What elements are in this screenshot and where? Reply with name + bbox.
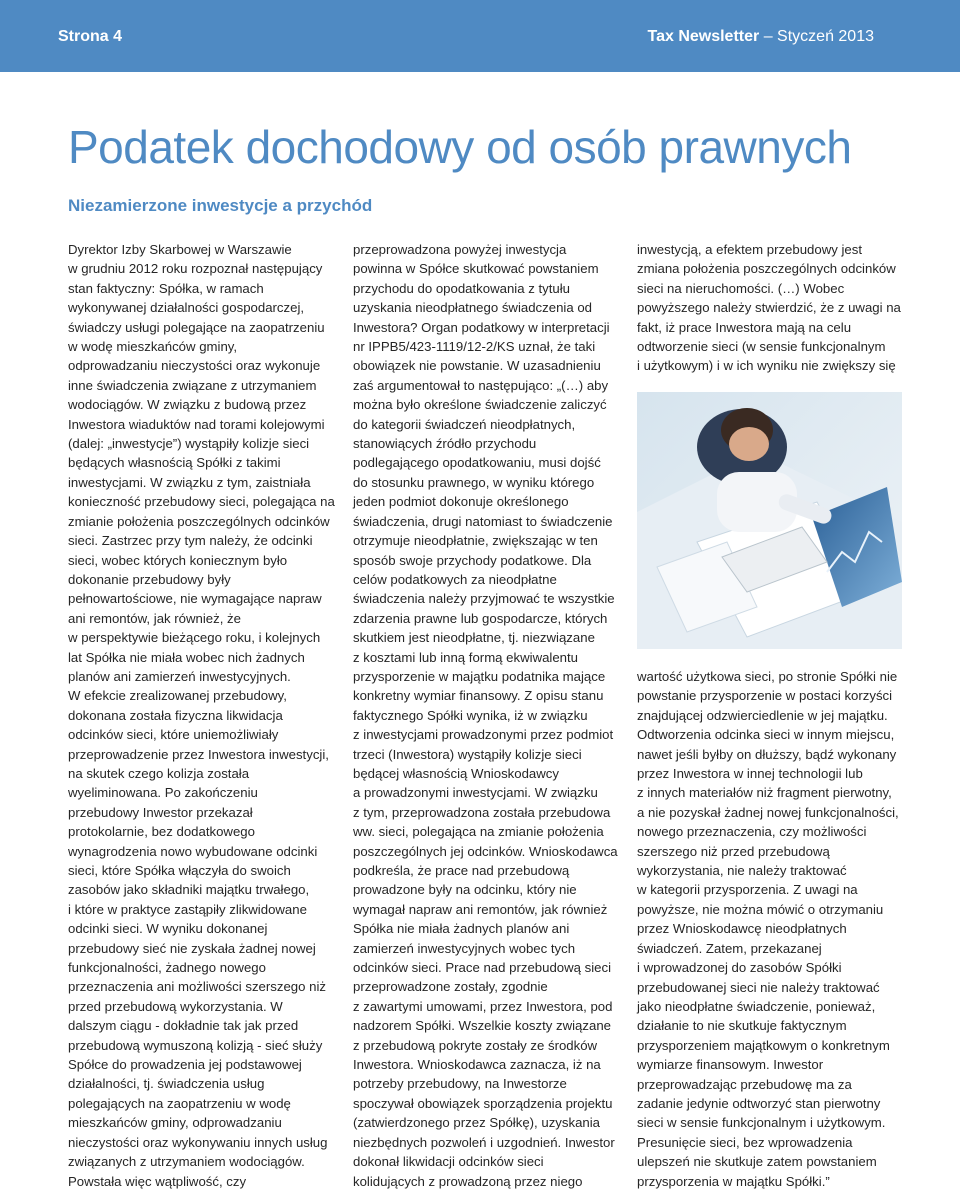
text-column-3-bottom xyxy=(637,667,905,1191)
column-1-text: Dyrektor Izby Skarbowej w Warszawie w grudniu 2012 roku rozpoznał następujący stan faktyczny: Spółka, w ramach wykonywanej działalności gospodarczej, świadczy usługi polegające na zaopatrzeniu w wodę mieszkańców gminy, odprowadzaniu nieczystości oraz wykonuje inne świadczenia związane z utrzymaniem wodociągów. W związku z budową przez Inwestora wiaduktów nad torami kolejowymi (dalej: „inwestycje”) wystąpiły kolizje sieci będących własnością Spółki z takimi inwestycjami. W związku z tym, zaistniała konieczność przebudowy sieci, polegająca na zmianie położenia poszczególnych odcinków sieci. Zastrzec przy tym należy, że odcinki sieci, wobec których koniecznym było dokonanie przebudowy były pełnowartościowe, nie wymagające napraw ani remontów, jak również, że w perspektywie bieżącego roku, i kolejnych lat Spółka nie miała wobec nich żadnych planów ani zamierzeń inwestycyjnych. W efekcie zrealizowanej przebudowy, dokonana została fizyczna likwidacja odcinków sieci, które uniemożliwiały przeprowadzenie przez Inwestora inwestycji, na skutek czego kolizja została wyeliminowana. Po zakończeniu przebudowy Inwestor przekazał protokolarnie, bez dodatkowego wynagrodzenia nowo wybudowane odcinki sieci, które Spółka włączyła do swoich zasobów jako składniki majątku trwałego, i które w praktyce zastąpiły zlikwidowane odcinki sieci. W wyniku dokonanej przebudowy sieć nie zyskała żadnej nowej funkcjonalności, żadnego nowego przeznaczenia ani możliwości szerszego niż przed przebudową wykorzystania. W dalszym ciągu - dokładnie tak jak przed przebudową wymuszoną kolizją - sieć służy Spółce do prowadzenia jej podstawowej działalności, tj. świadczenia usług polegających na zaopatrzeniu w wodę mieszkańców gminy, odprowadzaniu nieczystości oraz wykonywaniu innych usług związanych z utrzymaniem wodociągów. Powstała więc wątpliwość, czy xyxy=(68,242,335,1189)
masthead-separator: – xyxy=(763,28,773,45)
text-column-1 xyxy=(68,240,338,1191)
column-3-top-text: inwestycją, a efektem przebudowy jest zmiana położenia poszczególnych odcinków sieci na nieruchomości. (…) Wobec powyższego należy stwierdzić, że z uwagi na fakt, iż prace Inwestora mają na celu odtworzenie sieci (w sensie funkcjonalnym i użytkowym) i w ich wyniku nie zwiększy się xyxy=(637,242,901,374)
text-column-2 xyxy=(353,240,621,1191)
newsletter-date: Styczeń 2013 xyxy=(777,28,874,45)
business-desk-photo xyxy=(637,392,902,649)
newsletter-masthead xyxy=(647,28,874,46)
text-column-3-top xyxy=(637,240,905,376)
article-photo xyxy=(637,392,902,649)
article-subtitle: Niezamierzone inwestycje a przychód xyxy=(68,196,373,215)
page-number: Strona 4 xyxy=(58,28,123,45)
column-2-text: przeprowadzona powyżej inwestycja powinna w Spółce skutkować powstaniem przychodu do opodatkowania z tytułu uzyskania nieodpłatnego świadczenia od Inwestora? Organ podatkowy w interpretacji nr IPPB5/423-1119/12-2/KS uznał, że taki obowiązek nie powstanie. W uzasadnieniu zaś argumentował to następująco: „(…) aby można było określone świadczenie zaliczyć do kategorii świadczeń nieodpłatnych, stanowiących źródło przychodu podlegającego opodatkowaniu, musi dojść do stosunku prawnego, w wyniku którego jeden podmiot dokonuje określonego świadczenia, drugi natomiast to świadczenie otrzymuje nieodpłatnie, zwiększając w ten sposób swoje przychody podatkowe. Dla celów podatkowych za nieodpłatne świadczenia należy przyjmować te wszystkie zdarzenia prawne lub gospodarcze, których skutkiem jest nieodpłatne, tj. niezwiązane z kosztami lub inną formą ekwiwalentu przysporzenie w majątku podatnika mające konkretny wymiar finansowy. Z opisu stanu faktycznego Spółki wynika, iż w związku z inwestycjami prowadzonymi przez podmiot trzeci (Inwestora) wystąpiły kolizje sieci będącej własnością Wnioskodawcy a prowadzonymi inwestycjami. W związku z tym, przeprowadzona została przebudowa ww. sieci, polegająca na zmianie położenia poszczególnych jej odcinków. Wnioskodawca podkreśla, że prace nad przebudową prowadzone były na odcinku, który nie wymagał napraw ani remontów, jak również Spółka nie miała żadnych planów ani zamierzeń inwestycyjnych wobec tych odcinków sieci. Prace nad przebudową sieci przeprowadzone zostały, zgodnie z zawartymi umowami, przez Inwestora, pod nadzorem Spółki. Wszelkie koszty związane z przebudową pokryte zostały ze środków Inwestora. Wnioskodawca zaznacza, iż na potrzeby przebudowy, na Inwestorze spoczywał obowiązek sporządzenia projektu (zatwierdzonego przez Spółkę), uzyskania niezbędnych pozwoleń i uzgodnień. Inwestor dokonał likwidacji odcinków sieci kolidujących z prowadzoną przez niego xyxy=(353,242,618,1189)
article-title: Podatek dochodowy od osób prawnych xyxy=(68,121,852,173)
page-header xyxy=(0,0,960,72)
column-3-bottom-text: wartość użytkowa sieci, po stronie Spółki nie powstanie przysporzenie w postaci korzyści znajdującej odzwierciedlenie w jej majątku. Odtworzenia odcinka sieci w innym miejscu, nawet jeśli byłby on dłuższy, bądź wykonany przez Inwestora w innej technologii lub z innych materiałów niż fragment pierwotny, a nie pozyskał żadnej nowej funkcjonalności, nowego przeznaczenia, czy możliwości szerszego niż przed przebudową wykorzystania, nie należy traktować w kategorii przysporzenia. Z uwagi na powyższe, nie można mówić o otrzymaniu przez Wnioskodawcę nieodpłatnych świadczeń. Zatem, przekazanej i wprowadzonej do zasobów Spółki przebudowanej sieci nie należy traktować jako nieodpłatne świadczenie, ponieważ, działanie to nie skutkuje faktycznym przysporzeniem majątkowym o konkretnym wymiarze finansowym. Inwestor przeprowadzając przebudowę ma za zadanie jedynie odtworzyć stan pierwotny sieci w sensie funkcjonalnym i użytkowym. Presunięcie sieci, bez wprowadzenia ulepszeń nie skutkuje zatem powstaniem przysporzenia w majątku Spółki.” xyxy=(637,669,899,1189)
newsletter-name: Tax Newsletter xyxy=(647,28,760,45)
